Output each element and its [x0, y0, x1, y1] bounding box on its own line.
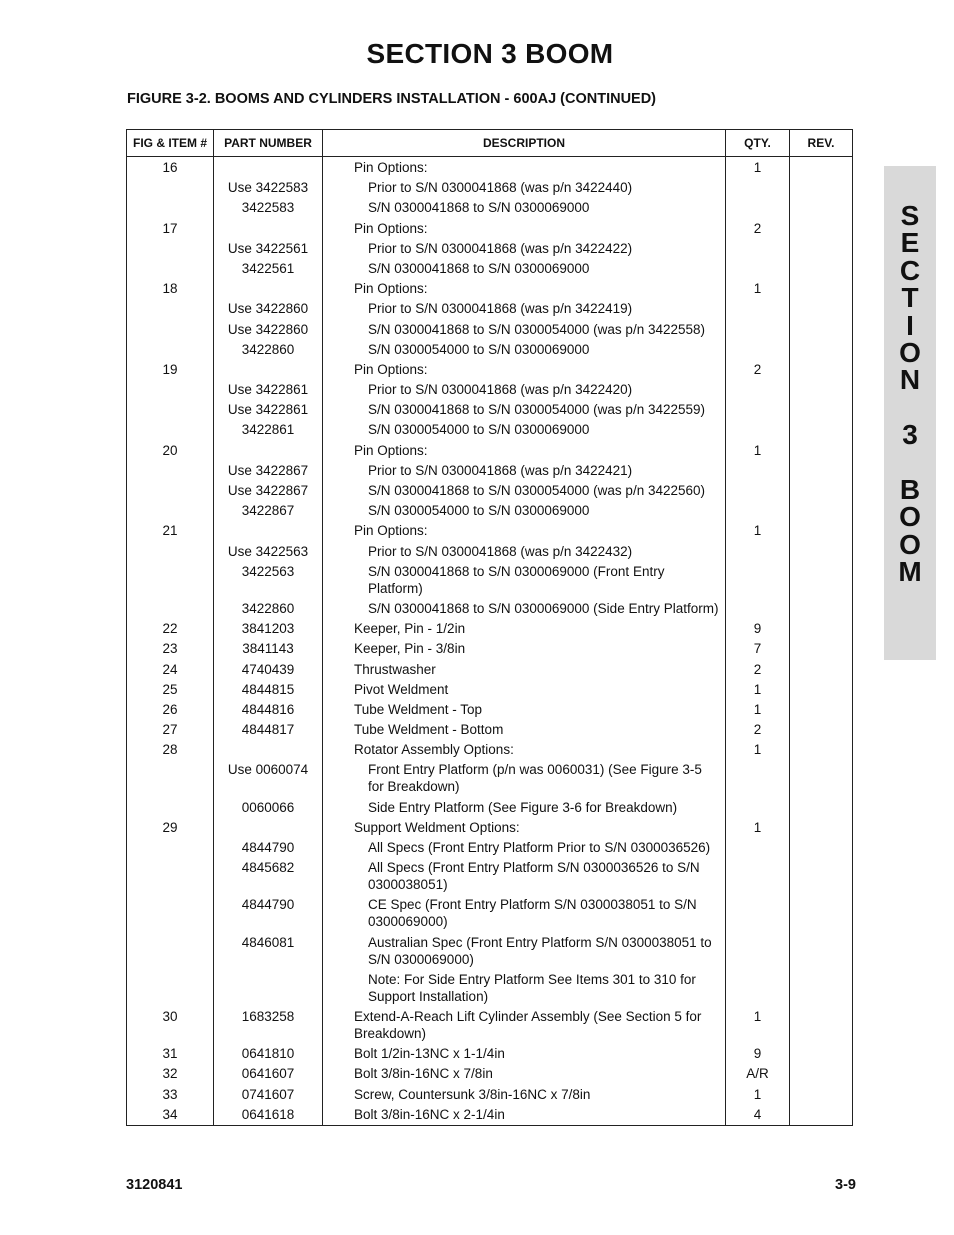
side-tab-letter: 3 — [902, 419, 918, 451]
description-cell: S/N 0300041868 to S/N 0300069000 (Front Entry Platform) — [323, 561, 726, 598]
part-number-cell — [214, 817, 323, 837]
item-number-cell: 31 — [127, 1044, 214, 1064]
description-cell: S/N 0300041868 to S/N 0300069000 (Side Entry Platform) — [323, 598, 726, 618]
item-number-cell: 24 — [127, 659, 214, 679]
description-cell: S/N 0300054000 to S/N 0300069000 — [323, 501, 726, 521]
item-number-cell — [127, 460, 214, 480]
part-number-cell: Use 3422860 — [214, 319, 323, 339]
table-row — [127, 740, 853, 760]
part-number-cell — [214, 440, 323, 460]
qty-cell: 2 — [726, 359, 790, 379]
qty-cell: 9 — [726, 619, 790, 639]
rev-cell — [790, 279, 853, 299]
table-row — [127, 480, 853, 500]
item-number-cell: 21 — [127, 521, 214, 541]
item-number-cell: 34 — [127, 1104, 214, 1125]
rev-cell — [790, 1084, 853, 1104]
rev-cell — [790, 541, 853, 561]
qty-cell: A/R — [726, 1064, 790, 1084]
part-number-cell: Use 0060074 — [214, 760, 323, 797]
rev-cell — [790, 619, 853, 639]
part-number-cell — [214, 218, 323, 238]
item-number-cell: 30 — [127, 1006, 214, 1043]
item-number-cell — [127, 837, 214, 857]
item-number-cell: 18 — [127, 279, 214, 299]
part-number-cell: 3841203 — [214, 619, 323, 639]
qty-cell: 1 — [726, 157, 790, 178]
rev-cell — [790, 1064, 853, 1084]
part-number-cell — [214, 359, 323, 379]
item-number-cell — [127, 760, 214, 797]
figure-title: FIGURE 3-2. BOOMS AND CYLINDERS INSTALLATION - 600AJ (CONTINUED) — [127, 91, 657, 107]
qty-cell — [726, 760, 790, 797]
table-row — [127, 932, 853, 969]
rev-cell — [790, 1044, 853, 1064]
part-number-cell: 0641810 — [214, 1044, 323, 1064]
rev-cell — [790, 400, 853, 420]
description-cell: Bolt 1/2in-13NC x 1-1/4in — [323, 1044, 726, 1064]
description-cell: Support Weldment Options: — [323, 817, 726, 837]
rev-cell — [790, 299, 853, 319]
rev-cell — [790, 699, 853, 719]
col-header-description: DESCRIPTION — [323, 130, 726, 157]
item-number-cell: 20 — [127, 440, 214, 460]
description-cell: Prior to S/N 0300041868 (was p/n 3422432) — [323, 541, 726, 561]
part-number-cell — [214, 969, 323, 1006]
parts-table — [126, 129, 853, 1126]
side-tab-letter: B — [899, 473, 921, 505]
table-row — [127, 797, 853, 817]
item-number-cell: 22 — [127, 619, 214, 639]
rev-cell — [790, 359, 853, 379]
part-number-cell: Use 3422861 — [214, 379, 323, 399]
table-row — [127, 837, 853, 857]
part-number-cell: 0741607 — [214, 1084, 323, 1104]
qty-cell — [726, 379, 790, 399]
rev-cell — [790, 659, 853, 679]
qty-cell: 1 — [726, 679, 790, 699]
table-row — [127, 619, 853, 639]
qty-cell — [726, 198, 790, 218]
qty-cell — [726, 339, 790, 359]
item-number-cell: 26 — [127, 699, 214, 719]
table-row — [127, 679, 853, 699]
part-number-cell: 3422561 — [214, 258, 323, 278]
table-row — [127, 598, 853, 618]
rev-cell — [790, 1104, 853, 1125]
table-row — [127, 299, 853, 319]
description-cell: Bolt 3/8in-16NC x 7/8in — [323, 1064, 726, 1084]
part-number-cell: 4844790 — [214, 837, 323, 857]
rev-cell — [790, 858, 853, 895]
rev-cell — [790, 339, 853, 359]
part-number-cell: 4846081 — [214, 932, 323, 969]
rev-cell — [790, 258, 853, 278]
part-number-cell: Use 3422860 — [214, 299, 323, 319]
table-row — [127, 817, 853, 837]
document-number: 3120841 — [126, 1177, 183, 1193]
qty-cell — [726, 932, 790, 969]
qty-cell — [726, 480, 790, 500]
item-number-cell — [127, 895, 214, 932]
description-cell: S/N 0300041868 to S/N 0300069000 — [323, 198, 726, 218]
qty-cell — [726, 561, 790, 598]
qty-cell: 1 — [726, 521, 790, 541]
rev-cell — [790, 797, 853, 817]
table-row — [127, 339, 853, 359]
qty-cell: 2 — [726, 218, 790, 238]
side-tab-letter: O — [899, 528, 921, 560]
description-cell: Rotator Assembly Options: — [323, 740, 726, 760]
qty-cell — [726, 420, 790, 440]
qty-cell — [726, 299, 790, 319]
table-row — [127, 1064, 853, 1084]
side-tab-letter: S — [900, 200, 920, 231]
rev-cell — [790, 480, 853, 500]
part-number-cell: 0641618 — [214, 1104, 323, 1125]
rev-cell — [790, 157, 853, 178]
item-number-cell: 16 — [127, 157, 214, 178]
description-cell: Prior to S/N 0300041868 (was p/n 3422420) — [323, 379, 726, 399]
item-number-cell — [127, 541, 214, 561]
part-number-cell: 4844790 — [214, 895, 323, 932]
table-header-row — [127, 130, 853, 157]
table-row — [127, 1044, 853, 1064]
qty-cell: 4 — [726, 1104, 790, 1125]
table-row — [127, 400, 853, 420]
item-number-cell: 33 — [127, 1084, 214, 1104]
rev-cell — [790, 639, 853, 659]
description-cell: Prior to S/N 0300041868 (was p/n 3422440) — [323, 178, 726, 198]
description-cell: Screw, Countersunk 3/8in-16NC x 7/8in — [323, 1084, 726, 1104]
qty-cell — [726, 501, 790, 521]
description-cell: Pin Options: — [323, 157, 726, 178]
table-row — [127, 460, 853, 480]
description-cell: All Specs (Front Entry Platform Prior to S/N 0300036526) — [323, 837, 726, 857]
rev-cell — [790, 238, 853, 258]
part-number-cell: Use 3422867 — [214, 480, 323, 500]
side-tab-letter: E — [900, 227, 920, 259]
rev-cell — [790, 379, 853, 399]
side-tab-letter: O — [899, 336, 921, 368]
qty-cell: 1 — [726, 740, 790, 760]
description-cell: Prior to S/N 0300041868 (was p/n 3422419) — [323, 299, 726, 319]
item-number-cell: 32 — [127, 1064, 214, 1084]
part-number-cell: Use 3422867 — [214, 460, 323, 480]
table-row — [127, 969, 853, 1006]
qty-cell: 1 — [726, 699, 790, 719]
item-number-cell: 29 — [127, 817, 214, 837]
table-row — [127, 157, 853, 178]
table-row — [127, 440, 853, 460]
description-cell: Tube Weldment - Top — [323, 699, 726, 719]
description-cell: S/N 0300054000 to S/N 0300069000 — [323, 420, 726, 440]
col-header-part-number: PART NUMBER — [214, 130, 323, 157]
qty-cell: 1 — [726, 1084, 790, 1104]
side-tab-letter: O — [899, 501, 921, 533]
description-cell: Front Entry Platform (p/n was 0060031) (See Figure 3-5 for Breakdown) — [323, 760, 726, 797]
rev-cell — [790, 1006, 853, 1043]
table-row — [127, 359, 853, 379]
item-number-cell — [127, 238, 214, 258]
qty-cell — [726, 319, 790, 339]
description-cell: S/N 0300041868 to S/N 0300054000 (was p/n 3422559) — [323, 400, 726, 420]
side-tab-letter: T — [901, 282, 919, 314]
item-number-cell — [127, 969, 214, 1006]
rev-cell — [790, 440, 853, 460]
table-row — [127, 501, 853, 521]
table-row — [127, 218, 853, 238]
part-number-cell: Use 3422861 — [214, 400, 323, 420]
qty-cell: 1 — [726, 440, 790, 460]
qty-cell — [726, 837, 790, 857]
parts-table-body — [127, 157, 853, 1126]
item-number-cell: 27 — [127, 719, 214, 739]
side-tab-letter: I — [906, 309, 914, 341]
rev-cell — [790, 817, 853, 837]
table-row — [127, 561, 853, 598]
part-number-cell: 4844817 — [214, 719, 323, 739]
qty-cell — [726, 178, 790, 198]
table-row — [127, 639, 853, 659]
qty-cell — [726, 598, 790, 618]
part-number-cell: 3422860 — [214, 339, 323, 359]
item-number-cell — [127, 598, 214, 618]
table-row — [127, 279, 853, 299]
rev-cell — [790, 460, 853, 480]
item-number-cell — [127, 400, 214, 420]
item-number-cell: 19 — [127, 359, 214, 379]
qty-cell: 1 — [726, 817, 790, 837]
description-cell: Side Entry Platform (See Figure 3-6 for Breakdown) — [323, 797, 726, 817]
qty-cell — [726, 238, 790, 258]
description-cell: Keeper, Pin - 1/2in — [323, 619, 726, 639]
item-number-cell: 17 — [127, 218, 214, 238]
part-number-cell: 1683258 — [214, 1006, 323, 1043]
part-number-cell: 4740439 — [214, 659, 323, 679]
part-number-cell: 4844816 — [214, 699, 323, 719]
part-number-cell — [214, 279, 323, 299]
qty-cell: 7 — [726, 639, 790, 659]
description-cell: Pin Options: — [323, 359, 726, 379]
description-cell: Pin Options: — [323, 279, 726, 299]
description-cell: Pivot Weldment — [323, 679, 726, 699]
part-number-cell: 3422860 — [214, 598, 323, 618]
qty-cell: 9 — [726, 1044, 790, 1064]
col-header-qty: QTY. — [726, 130, 790, 157]
description-cell: Prior to S/N 0300041868 (was p/n 3422421) — [323, 460, 726, 480]
qty-cell — [726, 969, 790, 1006]
item-number-cell — [127, 258, 214, 278]
side-tab-letter: C — [899, 254, 921, 286]
table-row — [127, 1084, 853, 1104]
part-number-cell: Use 3422561 — [214, 238, 323, 258]
qty-cell — [726, 895, 790, 932]
item-number-cell — [127, 339, 214, 359]
qty-cell: 1 — [726, 1006, 790, 1043]
section-side-tab — [884, 166, 936, 660]
description-cell: S/N 0300054000 to S/N 0300069000 — [323, 339, 726, 359]
part-number-cell: Use 3422563 — [214, 541, 323, 561]
part-number-cell: 3422563 — [214, 561, 323, 598]
rev-cell — [790, 319, 853, 339]
qty-cell: 2 — [726, 659, 790, 679]
table-row — [127, 541, 853, 561]
qty-cell — [726, 797, 790, 817]
rev-cell — [790, 837, 853, 857]
table-row — [127, 238, 853, 258]
description-cell: Tube Weldment - Bottom — [323, 719, 726, 739]
table-row — [127, 1104, 853, 1125]
item-number-cell — [127, 299, 214, 319]
item-number-cell — [127, 379, 214, 399]
item-number-cell — [127, 198, 214, 218]
col-header-rev: REV. — [790, 130, 853, 157]
rev-cell — [790, 218, 853, 238]
table-row — [127, 319, 853, 339]
part-number-cell: 0060066 — [214, 797, 323, 817]
page-number: 3-9 — [835, 1177, 856, 1193]
item-number-cell — [127, 561, 214, 598]
description-cell: S/N 0300041868 to S/N 0300054000 (was p/n 3422560) — [323, 480, 726, 500]
table-row — [127, 858, 853, 895]
side-tab-letter: M — [898, 556, 922, 588]
side-tab-letters — [884, 200, 936, 588]
table-row — [127, 719, 853, 739]
rev-cell — [790, 969, 853, 1006]
part-number-cell: 3841143 — [214, 639, 323, 659]
rev-cell — [790, 932, 853, 969]
side-tab-letter: N — [899, 364, 921, 396]
part-number-cell: 3422861 — [214, 420, 323, 440]
rev-cell — [790, 561, 853, 598]
item-number-cell: 23 — [127, 639, 214, 659]
qty-cell — [726, 858, 790, 895]
description-cell: Pin Options: — [323, 521, 726, 541]
description-cell: Pin Options: — [323, 218, 726, 238]
table-row — [127, 258, 853, 278]
description-cell: S/N 0300041868 to S/N 0300069000 — [323, 258, 726, 278]
qty-cell — [726, 258, 790, 278]
col-header-item: FIG & ITEM # — [127, 130, 214, 157]
rev-cell — [790, 521, 853, 541]
description-cell: Keeper, Pin - 3/8in — [323, 639, 726, 659]
rev-cell — [790, 679, 853, 699]
table-row — [127, 379, 853, 399]
table-row — [127, 178, 853, 198]
rev-cell — [790, 895, 853, 932]
rev-cell — [790, 178, 853, 198]
rev-cell — [790, 740, 853, 760]
table-row — [127, 198, 853, 218]
item-number-cell — [127, 420, 214, 440]
description-cell: Bolt 3/8in-16NC x 2-1/4in — [323, 1104, 726, 1125]
part-number-cell: 3422867 — [214, 501, 323, 521]
item-number-cell — [127, 178, 214, 198]
description-cell: Thrustwasher — [323, 659, 726, 679]
qty-cell: 2 — [726, 719, 790, 739]
part-number-cell — [214, 521, 323, 541]
qty-cell — [726, 460, 790, 480]
table-row — [127, 1006, 853, 1043]
rev-cell — [790, 760, 853, 797]
item-number-cell — [127, 319, 214, 339]
item-number-cell: 25 — [127, 679, 214, 699]
rev-cell — [790, 198, 853, 218]
description-cell: CE Spec (Front Entry Platform S/N 0300038051 to S/N 0300069000) — [323, 895, 726, 932]
rev-cell — [790, 598, 853, 618]
description-cell: Note: For Side Entry Platform See Items 301 to 310 for Support Installation) — [323, 969, 726, 1006]
table-row — [127, 760, 853, 797]
table-row — [127, 895, 853, 932]
part-number-cell: 4845682 — [214, 858, 323, 895]
rev-cell — [790, 501, 853, 521]
description-cell: All Specs (Front Entry Platform S/N 0300036526 to S/N 0300038051) — [323, 858, 726, 895]
rev-cell — [790, 420, 853, 440]
item-number-cell — [127, 858, 214, 895]
part-number-cell: 3422583 — [214, 198, 323, 218]
part-number-cell: Use 3422583 — [214, 178, 323, 198]
qty-cell — [726, 400, 790, 420]
description-cell: Extend-A-Reach Lift Cylinder Assembly (See Section 5 for Breakdown) — [323, 1006, 726, 1043]
section-title: SECTION 3 BOOM — [366, 38, 614, 69]
item-number-cell — [127, 932, 214, 969]
description-cell: Australian Spec (Front Entry Platform S/N 0300038051 to S/N 0300069000) — [323, 932, 726, 969]
item-number-cell: 28 — [127, 740, 214, 760]
part-number-cell: 0641607 — [214, 1064, 323, 1084]
table-row — [127, 521, 853, 541]
qty-cell — [726, 541, 790, 561]
part-number-cell — [214, 157, 323, 178]
description-cell: S/N 0300041868 to S/N 0300054000 (was p/n 3422558) — [323, 319, 726, 339]
item-number-cell — [127, 480, 214, 500]
table-row — [127, 699, 853, 719]
description-cell: Prior to S/N 0300041868 (was p/n 3422422) — [323, 238, 726, 258]
item-number-cell — [127, 501, 214, 521]
part-number-cell — [214, 740, 323, 760]
description-cell: Pin Options: — [323, 440, 726, 460]
table-row — [127, 659, 853, 679]
part-number-cell: 4844815 — [214, 679, 323, 699]
table-row — [127, 420, 853, 440]
item-number-cell — [127, 797, 214, 817]
qty-cell: 1 — [726, 279, 790, 299]
rev-cell — [790, 719, 853, 739]
